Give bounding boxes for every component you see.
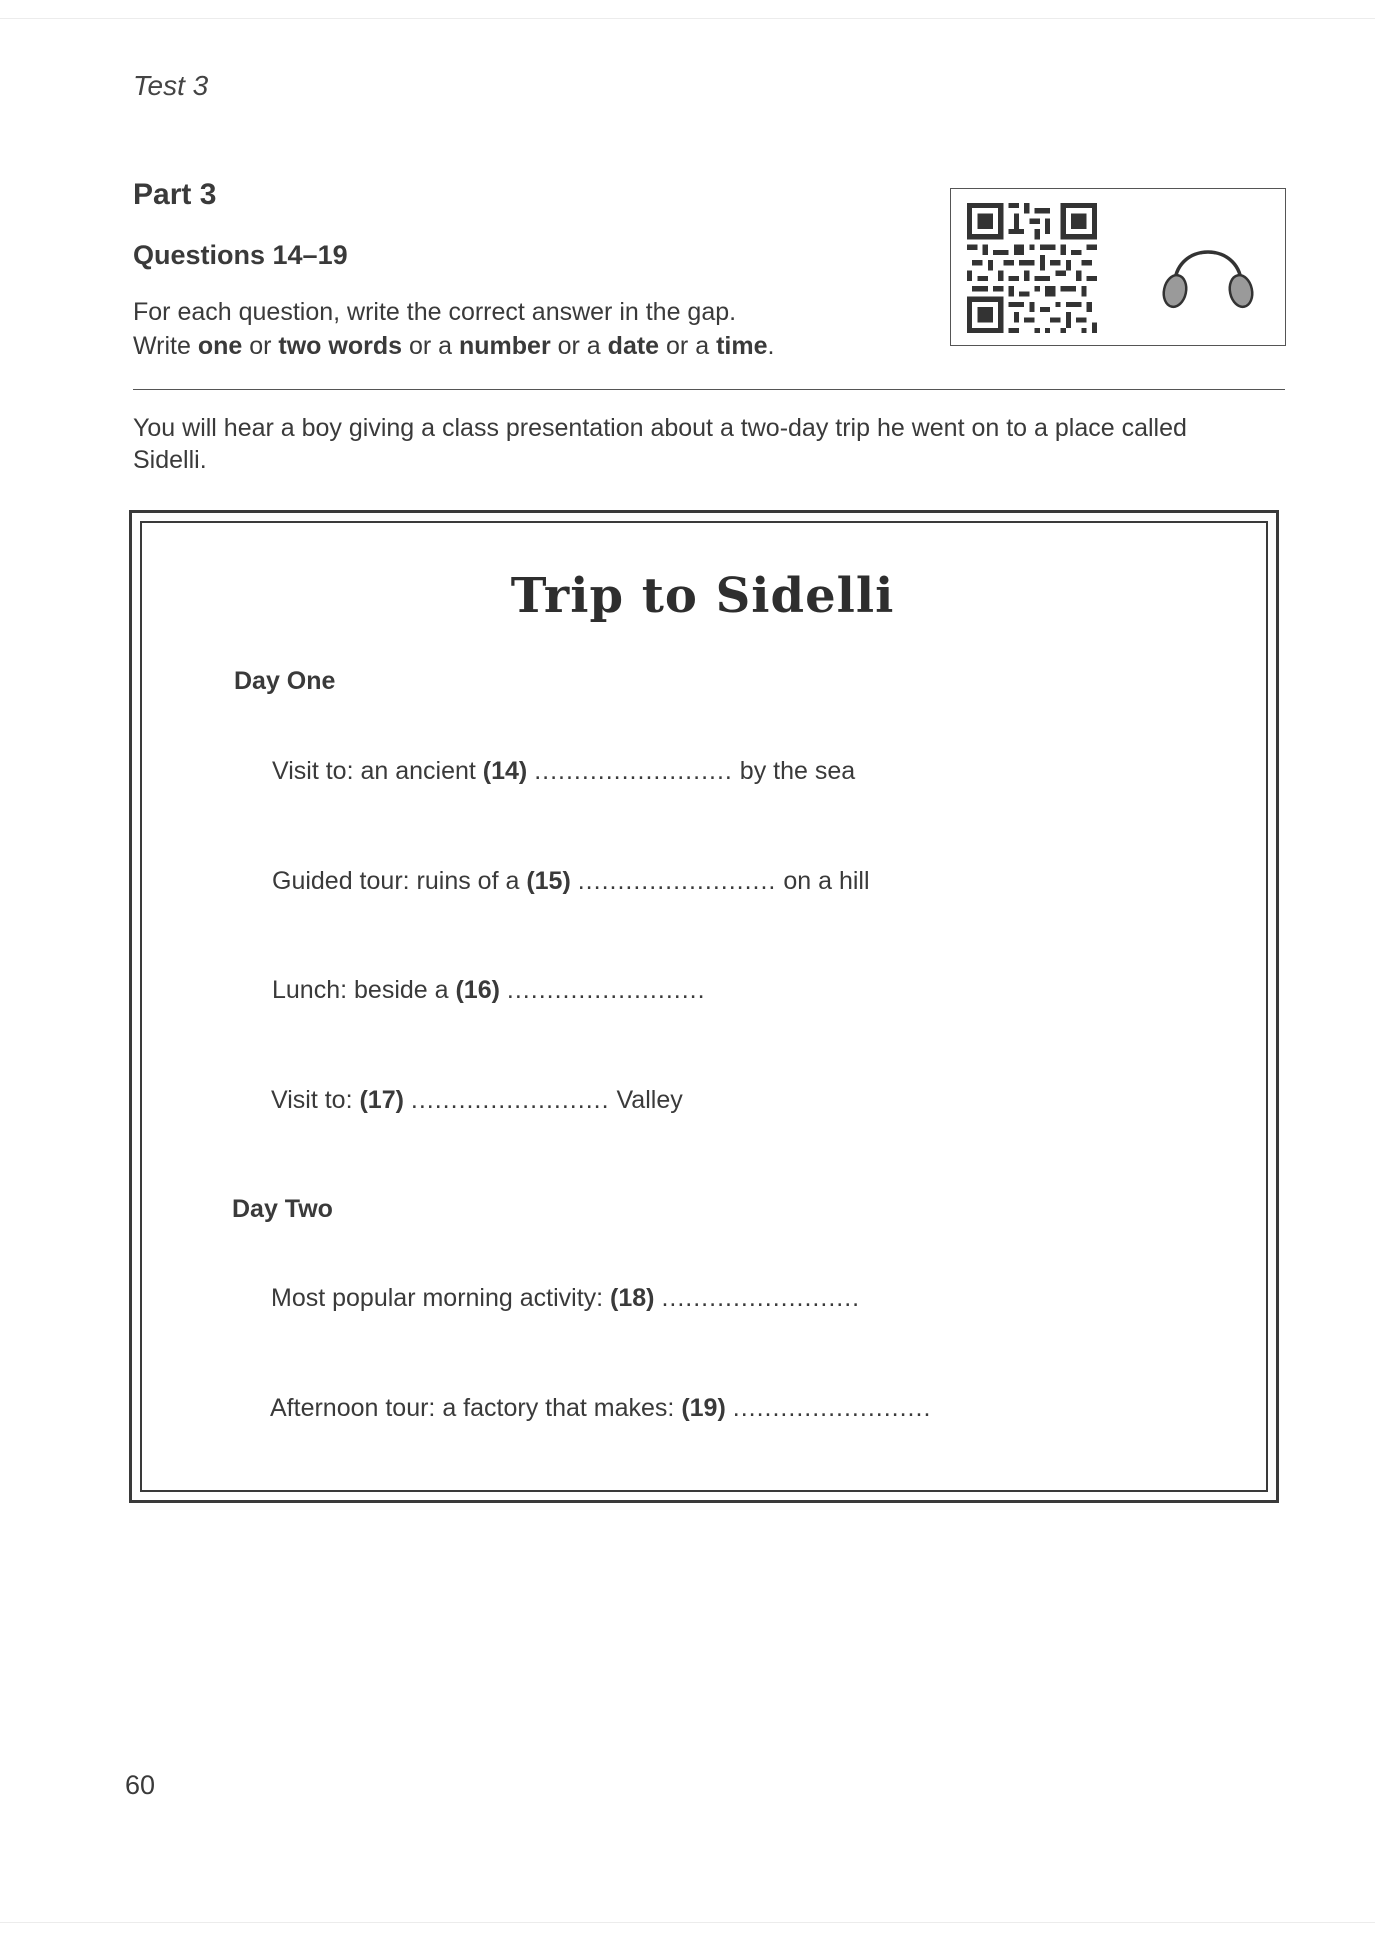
question-16: Lunch: beside a (16) ......................... [272, 976, 706, 1004]
context-text: You will hear a boy giving a class presentation about a two-day trip he went on to a place called Sidelli. [133, 414, 1187, 474]
part-title: Part 3 [133, 178, 217, 211]
answer-gap-15[interactable]: ......................... [577, 867, 777, 895]
questions-range: Questions 14–19 [133, 240, 348, 270]
answer-gap-17[interactable]: ......................... [410, 1086, 610, 1114]
headphones-icon[interactable] [1153, 219, 1263, 319]
answer-gap-14[interactable]: ......................... [534, 757, 733, 785]
answer-gap-16[interactable]: ......................... [506, 976, 706, 1004]
trip-form-frame [129, 510, 1279, 1503]
qr-code-icon[interactable] [967, 203, 1097, 333]
question-14: Visit to: an ancient (14) ......................... by the sea [272, 757, 856, 785]
section-divider [133, 389, 1285, 390]
question-17: Visit to: (17) ......................... Valley [271, 1086, 683, 1114]
answer-gap-18[interactable]: ......................... [661, 1284, 861, 1312]
audio-media-box [950, 188, 1286, 346]
answer-gap-19[interactable]: ......................... [732, 1394, 932, 1422]
instruction-line-2: Write one or two words or a number or a date or a time. [133, 332, 775, 360]
question-19: Afternoon tour: a factory that makes: (19) ......................... [270, 1394, 932, 1422]
day-two-label: Day Two [232, 1195, 333, 1223]
day-one-label: Day One [234, 667, 336, 695]
scan-edge-bottom [0, 1922, 1375, 1923]
form-title: Trip to Sidelli [510, 568, 895, 624]
instruction-line-1: For each question, write the correct answer in the gap. [133, 298, 737, 326]
question-15: Guided tour: ruins of a (15) ......................... on a hill [272, 867, 870, 895]
question-18: Most popular morning activity: (18) ......................... [271, 1284, 861, 1312]
page-number: 60 [125, 1770, 156, 1800]
scan-edge-top [0, 18, 1375, 19]
test-label: Test 3 [133, 70, 209, 101]
